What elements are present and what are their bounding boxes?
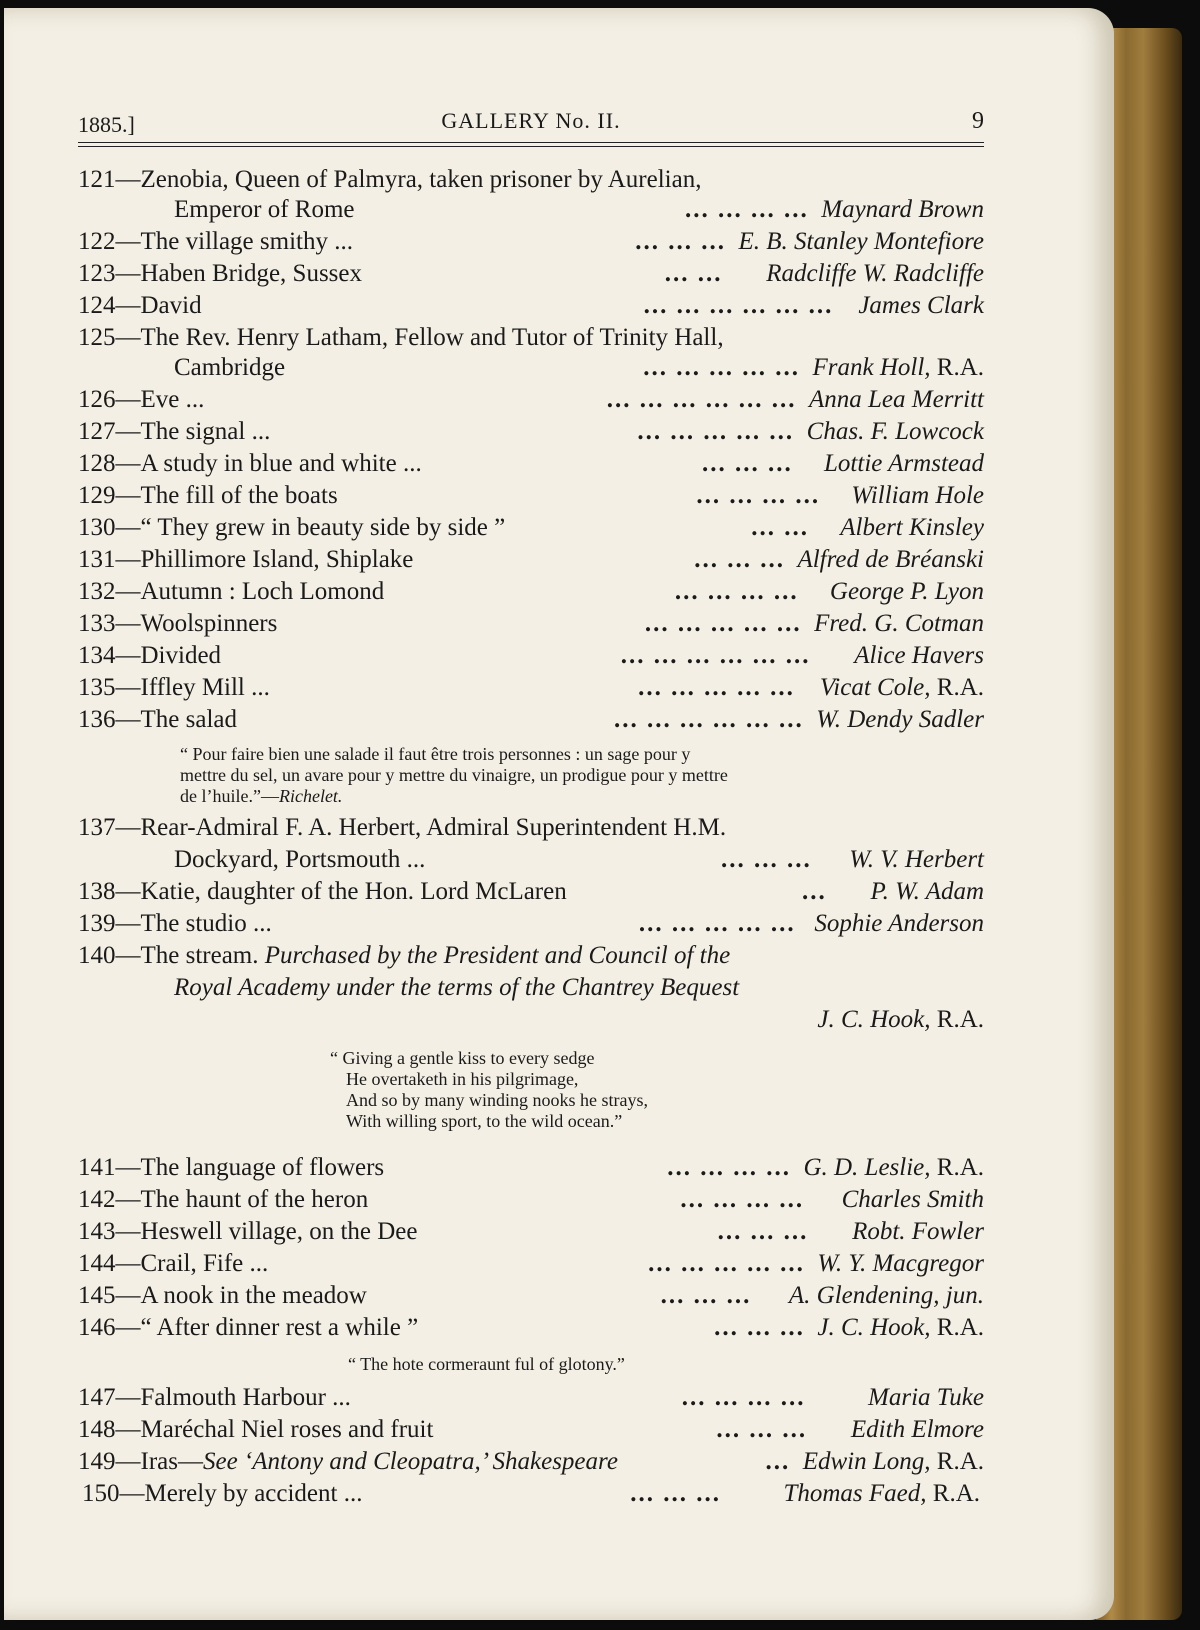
catalogue-entry (78, 610, 984, 642)
entry-title: 142—The haunt of the heron (78, 1186, 369, 1213)
entry-title: 138—Katie, daughter of the Hon. Lord McLaren (78, 878, 567, 905)
entry-title: 150—Merely by accident ... (82, 1480, 363, 1507)
catalogue-entry (78, 1250, 984, 1282)
catalogue-entry (78, 166, 984, 198)
artist-suffix: R.A. (930, 354, 984, 381)
leader-dots: ... ... ... (716, 1416, 808, 1443)
catalogue-entry (78, 1448, 984, 1480)
epigraph-line: mettre du sel, un avare pour y mettre du vinaigre, un prodigue pour y mettre (180, 765, 728, 785)
leader-dots: ... ... ... ... (674, 578, 799, 605)
entry-title: 124—David (78, 292, 202, 319)
entry-note: Purchased by the President and Council of the (264, 942, 731, 969)
artist-suffix: R.A. (926, 1480, 980, 1507)
artist-name: Alfred de Bréanski (797, 546, 984, 573)
artist-name: William Hole (851, 482, 984, 509)
catalogue-entry (78, 514, 984, 546)
leader-dots: ... ... ... ... ... ... (620, 642, 811, 669)
entry-title: 141—The language of flowers (78, 1154, 385, 1181)
artist-name: Vicat Cole, (819, 674, 931, 701)
artist-suffix: R.A. (930, 674, 984, 701)
leader-dots: ... ... ... ... (680, 1186, 805, 1213)
running-header (78, 108, 984, 142)
entry-title-continued: Cambridge (174, 354, 286, 381)
epigraph-text: de l’huile.”— (180, 786, 279, 806)
catalogue-entry-continued (78, 846, 984, 878)
catalogue-entry-continued (78, 196, 984, 228)
catalogue-entry (78, 1416, 984, 1448)
artist-name: A. Glendening, jun. (788, 1282, 984, 1309)
leader-dots: ... ... ... (714, 1314, 805, 1341)
leader-dots: ... ... ... ... ... (638, 910, 796, 937)
epigraph-line: “ Giving a gentle kiss to every sedge (330, 1048, 595, 1068)
artist-name: G. D. Leslie, (803, 1154, 931, 1181)
entry-title: 121—Zenobia, Queen of Palmyra, taken prisoner by Aurelian, (78, 166, 702, 193)
leader-dots: ... (802, 878, 827, 905)
catalogue-entry (78, 1384, 984, 1416)
artist-suffix: R.A. (930, 1006, 984, 1033)
catalogue-entry (78, 1480, 984, 1512)
catalogue-entry (78, 1154, 984, 1186)
book-page (4, 8, 1114, 1620)
catalogue-entry (78, 450, 984, 482)
epigraph-line-last (180, 786, 728, 807)
artist-name: Radcliffe W. Radcliffe (766, 260, 984, 287)
entry-title-continued: Emperor of Rome (174, 196, 355, 223)
artist-name: Alice Havers (854, 642, 984, 669)
artist-suffix: R.A. (930, 1154, 984, 1181)
catalogue-entry (78, 642, 984, 674)
entry-title: 127—The signal ... (78, 418, 271, 445)
leader-dots: ... ... ... (660, 1282, 752, 1309)
leader-dots: ... ... ... (694, 546, 785, 573)
leader-dots: ... ... ... (630, 1480, 721, 1507)
entry-title: 135—Iffley Mill ... (78, 674, 270, 701)
entry-note: See ‘Antony and Cleopatra,’ Shakespeare (202, 1448, 618, 1475)
epigraph-line: He overtaketh in his pilgrimage, (346, 1069, 579, 1089)
epigraph-line: “ The hote cormeraunt ful of glotony.” (348, 1354, 625, 1374)
catalogue-entry (78, 910, 984, 942)
artist-name: Edith Elmore (850, 1416, 984, 1443)
artist-name: Frank Holl, (812, 354, 931, 381)
leader-dots: ... ... ... ... ... ... (606, 386, 797, 413)
entry-title: 146—“ After dinner rest a while ” (78, 1314, 419, 1341)
artist-name: James Clark (858, 292, 984, 319)
entry-title (78, 1448, 618, 1476)
artist-name: Sophie Anderson (814, 910, 984, 937)
leader-dots: ... ... ... (702, 450, 793, 477)
entry-title: 137—Rear-Admiral F. A. Herbert, Admiral Superintendent H.M. (78, 814, 727, 841)
artist-name: Maynard Brown (821, 196, 984, 223)
artist-name: Lottie Armstead (824, 450, 984, 477)
entry-title: 128—A study in blue and white ... (78, 450, 422, 477)
epigraph-glotony (348, 1354, 625, 1375)
entry-title: 129—The fill of the boats (78, 482, 338, 509)
entry-title: 126—Eve ... (78, 386, 205, 413)
catalogue-entry-artist (78, 1006, 984, 1038)
artist-name: Robt. Fowler (852, 1218, 984, 1245)
artist-suffix: R.A. (930, 1448, 984, 1475)
entry-title: 145—A nook in the meadow (78, 1282, 367, 1309)
entry-title: 133—Woolspinners (78, 610, 278, 637)
leader-dots: ... ... ... (717, 1218, 809, 1245)
leader-dots: ... ... ... ... ... (637, 418, 795, 445)
catalogue-entry (78, 546, 984, 578)
leader-dots: ... ... (664, 260, 723, 287)
catalogue-entry (78, 386, 984, 418)
leader-dots: ... ... ... ... ... (648, 1250, 805, 1277)
catalogue-entry-continued (78, 974, 984, 1006)
entry-title: 123—Haben Bridge, Sussex (78, 260, 362, 287)
leader-dots: ... ... ... ... ... (644, 610, 802, 637)
leader-dots: ... ... ... ... (685, 196, 809, 223)
page-number: 9 (972, 108, 984, 134)
entry-title: 132—Autumn : Loch Lomond (78, 578, 385, 605)
entry-title: 136—The salad (78, 706, 237, 733)
artist-name: W. Y. Macgregor (817, 1250, 984, 1277)
header-rule-bottom (78, 146, 984, 147)
artist-name: George P. Lyon (829, 578, 984, 605)
leader-dots: ... ... ... ... ... (643, 354, 800, 381)
leader-dots: ... ... ... ... (667, 1154, 791, 1181)
artist-name: Fred. G. Cotman (814, 610, 984, 637)
page-content (4, 8, 1114, 1620)
catalogue-entry-continued (78, 354, 984, 386)
leader-dots: ... (765, 1448, 791, 1475)
entry-title: 139—The studio ... (78, 910, 272, 937)
entry-title: 147—Falmouth Harbour ... (78, 1384, 351, 1411)
artist-name: E. B. Stanley Montefiore (738, 228, 984, 255)
leader-dots: ... ... ... (721, 846, 812, 873)
artist-name: Anna Lea Merritt (809, 386, 984, 413)
artist-name: J. C. Hook, (817, 1314, 931, 1341)
catalogue-entry (78, 578, 984, 610)
epigraph-line: And so by many winding nooks he strays, (346, 1090, 648, 1110)
catalogue-entry (78, 1186, 984, 1218)
catalogue-entry (78, 260, 984, 292)
entry-title: 148—Maréchal Niel roses and fruit (78, 1416, 434, 1443)
header-rule-top (78, 142, 984, 143)
artist-name: Chas. F. Lowcock (806, 418, 984, 445)
entry-title: 143—Heswell village, on the Dee (78, 1218, 418, 1245)
entry-title: 125—The Rev. Henry Latham, Fellow and Tutor of Trinity Hall, (78, 324, 724, 351)
entry-title: 130—“ They grew in beauty side by side ” (78, 514, 506, 541)
catalogue-entry (78, 674, 984, 706)
catalogue-entry (78, 324, 984, 356)
catalogue-entry (78, 1282, 984, 1314)
entry-title: 131—Phillimore Island, Shiplake (78, 546, 414, 573)
artist-name: Thomas Faed, (783, 1480, 927, 1507)
catalogue-entry (78, 1314, 984, 1346)
leader-dots: ... ... ... (635, 228, 726, 255)
header-title: GALLERY No. II. (441, 108, 621, 133)
artist-name: P. W. Adam (870, 878, 984, 905)
epigraph-attribution: Richelet. (278, 786, 343, 806)
artist-name: W. Dendy Sadler (816, 706, 984, 733)
artist-name: Albert Kinsley (840, 514, 984, 541)
entry-title: 122—The village smithy ... (78, 228, 353, 255)
catalogue-entry (78, 228, 984, 260)
entry-title: 144—Crail, Fife ... (78, 1250, 269, 1277)
entry-title (78, 942, 730, 970)
artist-name: Edwin Long, (802, 1448, 931, 1475)
epigraph-line: With willing sport, to the wild ocean.” (346, 1111, 623, 1131)
entry-title: 134—Divided (78, 642, 222, 669)
leader-dots: ... ... ... ... ... (638, 674, 795, 701)
catalogue-entry (78, 878, 984, 910)
entry-title-main: 140—The stream. (78, 942, 259, 969)
epigraph-line: “ Pour faire bien une salade il faut être trois personnes : un sage pour y (180, 744, 691, 764)
entry-note-continued: Royal Academy under the terms of the Chantrey Bequest (174, 974, 740, 1001)
catalogue-entry (78, 942, 984, 974)
epigraph-salad (180, 744, 728, 807)
leader-dots: ... ... ... ... (696, 482, 821, 509)
artist-name: Maria Tuke (868, 1384, 984, 1411)
artist-suffix: R.A. (930, 1314, 984, 1341)
leader-dots: ... ... ... ... ... ... (643, 292, 834, 319)
epigraph-stream (330, 1048, 648, 1132)
leader-dots: ... ... (751, 514, 810, 541)
catalogue-entry (78, 292, 984, 324)
entry-title-main: 149—Iras— (78, 1448, 203, 1475)
catalogue-entry (78, 1218, 984, 1250)
header-year: 1885.] (78, 112, 135, 137)
artist-name: W. V. Herbert (849, 846, 984, 873)
catalogue-entry (78, 814, 984, 846)
entry-title-continued: Dockyard, Portsmouth ... (174, 846, 426, 873)
catalogue-entry (78, 706, 984, 738)
leader-dots: ... ... ... ... ... ... (613, 706, 804, 733)
artist-name: J. C. Hook, (817, 1006, 931, 1033)
artist-name: Charles Smith (841, 1186, 984, 1213)
catalogue-entry (78, 418, 984, 450)
leader-dots: ... ... ... ... (681, 1384, 806, 1411)
catalogue-entry (78, 482, 984, 514)
